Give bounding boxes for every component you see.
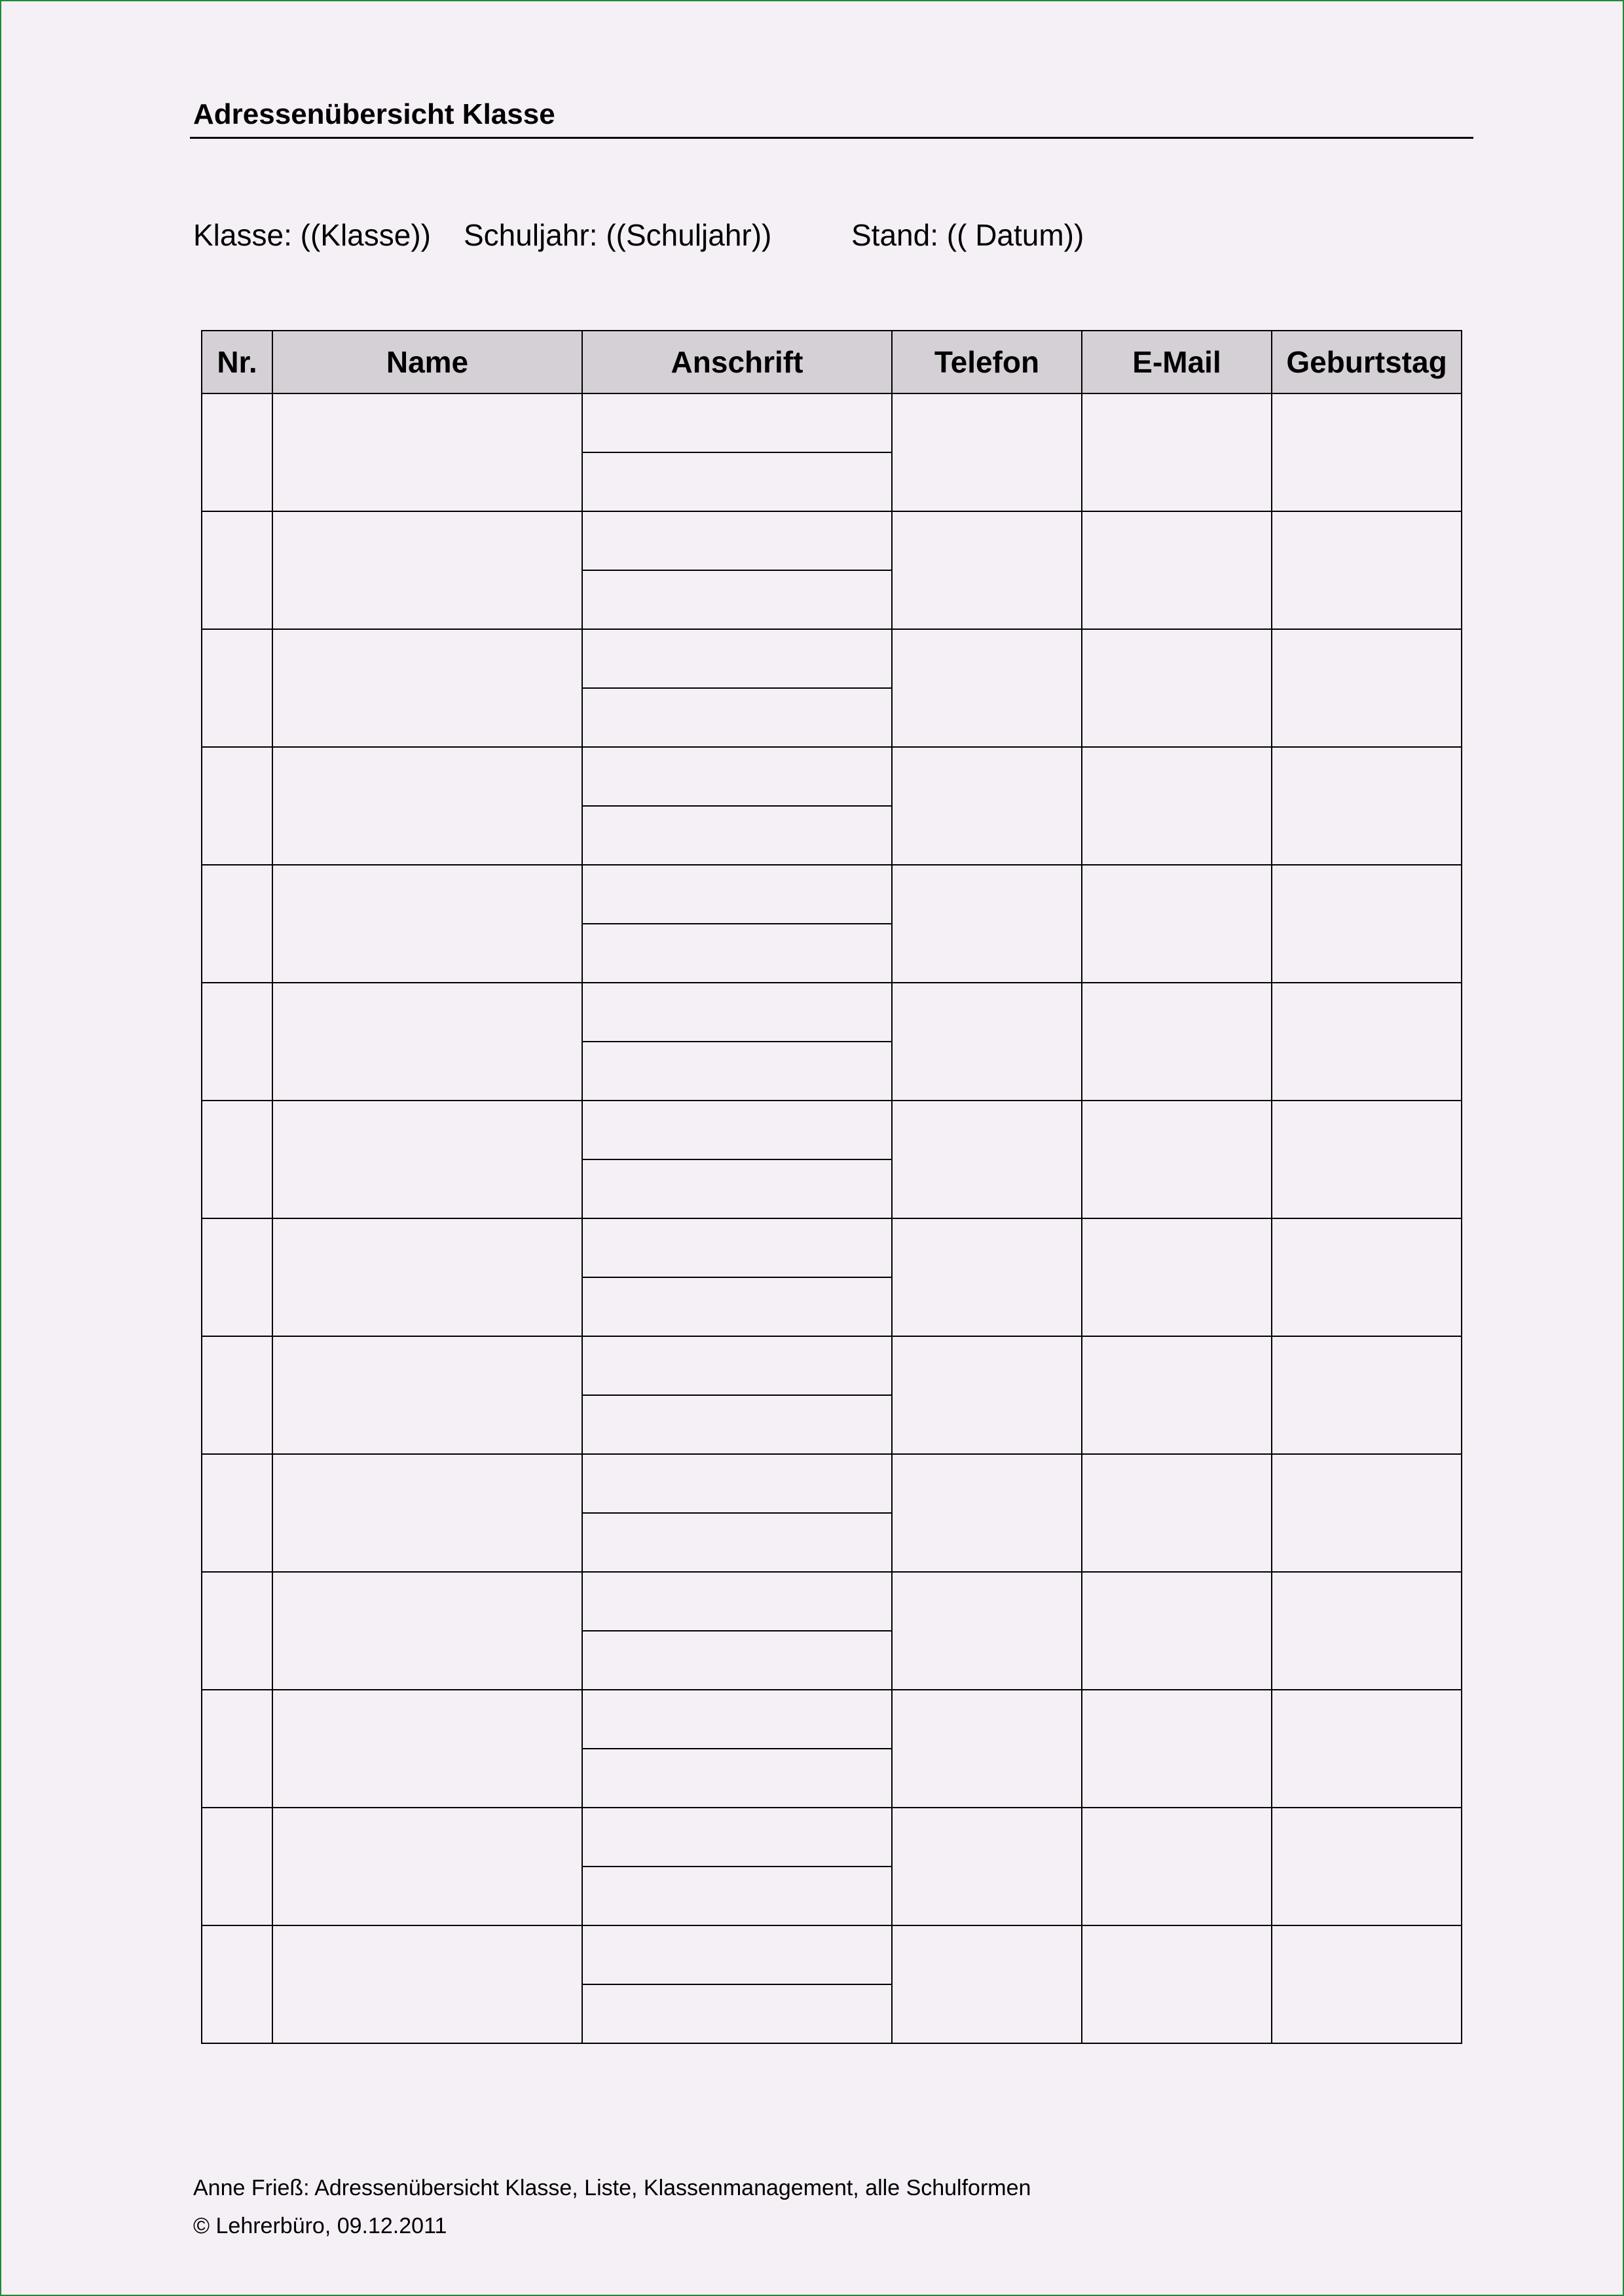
cell-telefon	[892, 865, 1082, 983]
cell-email	[1082, 1925, 1272, 2043]
cell-anschrift-line1	[582, 393, 892, 452]
cell-nr	[202, 983, 272, 1101]
cell-telefon	[892, 393, 1082, 511]
cell-email	[1082, 747, 1272, 865]
cell-email	[1082, 1690, 1272, 1808]
cell-anschrift-line2	[582, 924, 892, 983]
table-row	[202, 1336, 1462, 1395]
cell-name	[272, 747, 582, 865]
cell-anschrift-line1	[582, 1336, 892, 1395]
stand-field: Stand: (( Datum))	[851, 218, 1084, 252]
cell-nr	[202, 1336, 272, 1454]
cell-nr	[202, 393, 272, 511]
cell-anschrift-line2	[582, 1867, 892, 1925]
cell-telefon	[892, 629, 1082, 747]
cell-geburtstag	[1272, 1690, 1462, 1808]
cell-email	[1082, 511, 1272, 629]
cell-email	[1082, 1454, 1272, 1572]
cell-name	[272, 1454, 582, 1572]
cell-anschrift-line2	[582, 452, 892, 511]
cell-telefon	[892, 1690, 1082, 1808]
cell-email	[1082, 1572, 1272, 1690]
cell-anschrift-line1	[582, 1690, 892, 1749]
cell-nr	[202, 1218, 272, 1336]
table-row	[202, 629, 1462, 688]
table-row	[202, 1808, 1462, 1867]
footer-credit: Anne Frieß: Adressenübersicht Klasse, Liste, Klassenmanagement, alle Schulformen	[193, 2176, 1031, 2200]
document-title: Adressenübersicht Klasse	[193, 98, 555, 130]
cell-email	[1082, 1218, 1272, 1336]
cell-name	[272, 1218, 582, 1336]
cell-geburtstag	[1272, 1454, 1462, 1572]
cell-nr	[202, 511, 272, 629]
table-row	[202, 1690, 1462, 1749]
cell-anschrift-line2	[582, 1631, 892, 1690]
address-table	[201, 330, 1462, 2044]
cell-name	[272, 511, 582, 629]
table-row	[202, 1572, 1462, 1631]
cell-telefon	[892, 747, 1082, 865]
cell-geburtstag	[1272, 983, 1462, 1101]
cell-anschrift-line2	[582, 1749, 892, 1808]
cell-anschrift-line2	[582, 806, 892, 865]
cell-nr	[202, 1101, 272, 1218]
cell-anschrift-line2	[582, 688, 892, 747]
cell-name	[272, 1690, 582, 1808]
cell-anschrift-line1	[582, 1572, 892, 1631]
cell-telefon	[892, 511, 1082, 629]
cell-telefon	[892, 1336, 1082, 1454]
cell-email	[1082, 1808, 1272, 1925]
cell-name	[272, 629, 582, 747]
cell-anschrift-line1	[582, 747, 892, 806]
cell-anschrift-line1	[582, 1218, 892, 1277]
cell-anschrift-line2	[582, 1277, 892, 1336]
cell-anschrift-line1	[582, 1808, 892, 1867]
cell-telefon	[892, 983, 1082, 1101]
table-row	[202, 1101, 1462, 1159]
cell-anschrift-line1	[582, 865, 892, 924]
schuljahr-field: Schuljahr: ((Schuljahr))	[464, 218, 772, 252]
cell-nr	[202, 865, 272, 983]
cell-geburtstag	[1272, 747, 1462, 865]
cell-geburtstag	[1272, 1101, 1462, 1218]
cell-anschrift-line1	[582, 983, 892, 1042]
cell-nr	[202, 629, 272, 747]
cell-email	[1082, 865, 1272, 983]
cell-telefon	[892, 1572, 1082, 1690]
cell-anschrift-line2	[582, 1984, 892, 2043]
cell-name	[272, 1336, 582, 1454]
cell-nr	[202, 1808, 272, 1925]
cell-nr	[202, 1572, 272, 1690]
cell-name	[272, 1572, 582, 1690]
cell-email	[1082, 629, 1272, 747]
footer-copyright: © Lehrerbüro, 09.12.2011	[193, 2214, 447, 2238]
cell-name	[272, 1101, 582, 1218]
cell-anschrift-line1	[582, 629, 892, 688]
header-nr: Nr.	[202, 331, 272, 393]
cell-geburtstag	[1272, 1218, 1462, 1336]
cell-email	[1082, 1101, 1272, 1218]
table-row	[202, 865, 1462, 924]
cell-geburtstag	[1272, 1808, 1462, 1925]
cell-anschrift-line1	[582, 1925, 892, 1984]
header-geburtstag: Geburtstag	[1272, 331, 1462, 393]
table-row	[202, 1925, 1462, 1984]
title-divider	[190, 137, 1473, 139]
table-row	[202, 983, 1462, 1042]
cell-anschrift-line2	[582, 570, 892, 629]
cell-name	[272, 393, 582, 511]
table-body	[202, 393, 1462, 2043]
header-telefon: Telefon	[892, 331, 1082, 393]
table-row	[202, 747, 1462, 806]
cell-nr	[202, 1925, 272, 2043]
table-row	[202, 1454, 1462, 1513]
cell-email	[1082, 1336, 1272, 1454]
klasse-field: Klasse: ((Klasse))	[193, 218, 431, 252]
cell-name	[272, 1925, 582, 2043]
cell-anschrift-line1	[582, 511, 892, 570]
table-row	[202, 511, 1462, 570]
cell-anschrift-line2	[582, 1042, 892, 1101]
cell-anschrift-line1	[582, 1101, 892, 1159]
cell-email	[1082, 393, 1272, 511]
cell-name	[272, 1808, 582, 1925]
cell-telefon	[892, 1101, 1082, 1218]
cell-geburtstag	[1272, 1336, 1462, 1454]
cell-telefon	[892, 1454, 1082, 1572]
cell-geburtstag	[1272, 393, 1462, 511]
cell-nr	[202, 747, 272, 865]
cell-anschrift-line2	[582, 1513, 892, 1572]
cell-geburtstag	[1272, 865, 1462, 983]
cell-name	[272, 865, 582, 983]
header-anschrift: Anschrift	[582, 331, 892, 393]
cell-geburtstag	[1272, 629, 1462, 747]
table-header-row	[202, 331, 1462, 393]
cell-email	[1082, 983, 1272, 1101]
header-name: Name	[272, 331, 582, 393]
table-row	[202, 1218, 1462, 1277]
cell-name	[272, 983, 582, 1101]
cell-geburtstag	[1272, 1925, 1462, 2043]
cell-anschrift-line1	[582, 1454, 892, 1513]
cell-telefon	[892, 1925, 1082, 2043]
cell-nr	[202, 1454, 272, 1572]
table-row	[202, 393, 1462, 452]
cell-anschrift-line2	[582, 1395, 892, 1454]
cell-geburtstag	[1272, 1572, 1462, 1690]
cell-nr	[202, 1690, 272, 1808]
cell-geburtstag	[1272, 511, 1462, 629]
cell-anschrift-line2	[582, 1159, 892, 1218]
cell-telefon	[892, 1808, 1082, 1925]
header-email: E-Mail	[1082, 331, 1272, 393]
cell-telefon	[892, 1218, 1082, 1336]
